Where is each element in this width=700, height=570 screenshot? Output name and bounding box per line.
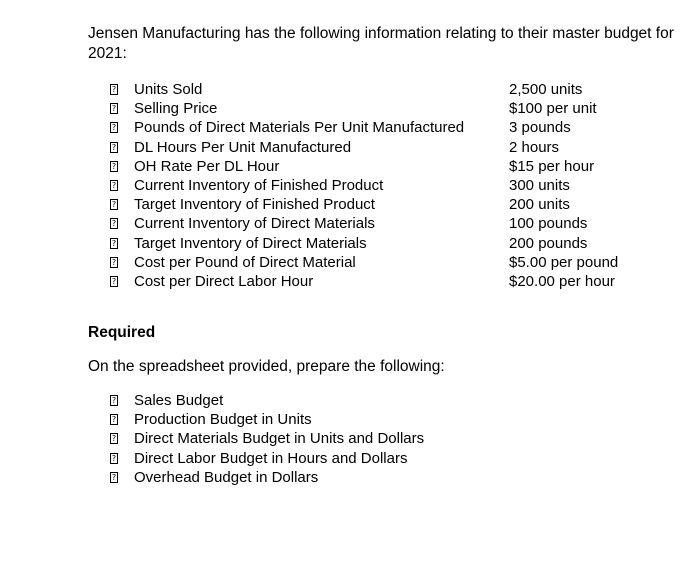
missing-glyph-bullet-icon: ? [111, 85, 117, 94]
task-item [110, 429, 530, 448]
fact-row [110, 253, 670, 272]
missing-glyph-bullet-icon: ? [111, 123, 117, 133]
missing-glyph-bullet-icon: ? [111, 453, 117, 463]
fact-row [110, 234, 670, 253]
missing-glyph-bullet-icon: ? [111, 180, 117, 190]
task-label: Production Budget in Units [134, 411, 312, 429]
fact-label: Current Inventory of Direct Materials [134, 215, 375, 233]
missing-glyph-bullet-icon: ? [111, 276, 117, 286]
fact-row [110, 118, 670, 137]
fact-label: Pounds of Direct Materials Per Unit Manufactured [134, 119, 465, 137]
missing-glyph-bullet-icon: ? [111, 396, 117, 405]
fact-row [110, 80, 670, 99]
fact-row [110, 176, 670, 195]
fact-row [110, 195, 670, 214]
fact-label: Cost per Direct Labor Hour [134, 272, 314, 290]
fact-value: 200 pounds [509, 234, 588, 252]
fact-value: $100 per unit [509, 100, 597, 118]
task-label: Direct Materials Budget in Units and Dollars [134, 430, 425, 448]
fact-value: 300 units [509, 176, 570, 194]
task-item [110, 468, 530, 487]
missing-glyph-bullet-icon: ? [111, 104, 117, 114]
fact-value: 100 pounds [509, 215, 588, 233]
task-label: Sales Budget [134, 392, 224, 409]
fact-row [110, 99, 670, 118]
required-tasks-list [110, 391, 530, 487]
missing-glyph-bullet-icon: ? [111, 200, 117, 210]
fact-label: Target Inventory of Finished Product [134, 196, 375, 214]
missing-glyph-bullet-icon: ? [111, 257, 117, 267]
missing-glyph-bullet-icon: ? [111, 434, 117, 444]
missing-glyph-bullet-icon: ? [111, 238, 117, 248]
fact-label: Current Inventory of Finished Product [134, 176, 384, 194]
fact-value: 2,500 units [509, 81, 583, 98]
missing-glyph-bullet-icon: ? [111, 161, 117, 171]
instructions-paragraph: On the spreadsheet provided, prepare the following: [88, 358, 445, 375]
missing-glyph-bullet-icon: ? [111, 415, 117, 425]
task-item [110, 391, 530, 410]
fact-label: Units Sold [134, 81, 203, 98]
fact-row [110, 138, 670, 157]
fact-value: 200 units [509, 196, 570, 214]
task-item [110, 410, 530, 429]
fact-value: 3 pounds [509, 119, 571, 137]
fact-row [110, 272, 670, 291]
fact-label: Cost per Pound of Direct Material [134, 253, 356, 271]
fact-label: DL Hours Per Unit Manufactured [134, 138, 352, 156]
fact-label: OH Rate Per DL Hour [134, 157, 280, 175]
fact-value: $5.00 per pound [509, 253, 619, 271]
missing-glyph-bullet-icon: ? [111, 219, 117, 229]
fact-row [110, 214, 670, 233]
task-item [110, 449, 530, 468]
fact-value: $20.00 per hour [509, 272, 615, 290]
fact-label: Target Inventory of Direct Materials [134, 234, 367, 252]
intro-paragraph: Jensen Manufacturing has the following information relating to their master budget for 2021: [88, 25, 674, 62]
task-label: Overhead Budget in Dollars [134, 468, 319, 486]
fact-value: 2 hours [509, 138, 560, 156]
fact-row [110, 157, 670, 176]
budget-facts-list [110, 80, 670, 291]
task-label: Direct Labor Budget in Hours and Dollars [134, 449, 408, 467]
missing-glyph-bullet-icon: ? [111, 472, 117, 482]
fact-label: Selling Price [134, 100, 218, 118]
fact-value: $15 per hour [509, 157, 595, 175]
required-heading: Required [88, 324, 156, 341]
missing-glyph-bullet-icon: ? [111, 142, 117, 152]
